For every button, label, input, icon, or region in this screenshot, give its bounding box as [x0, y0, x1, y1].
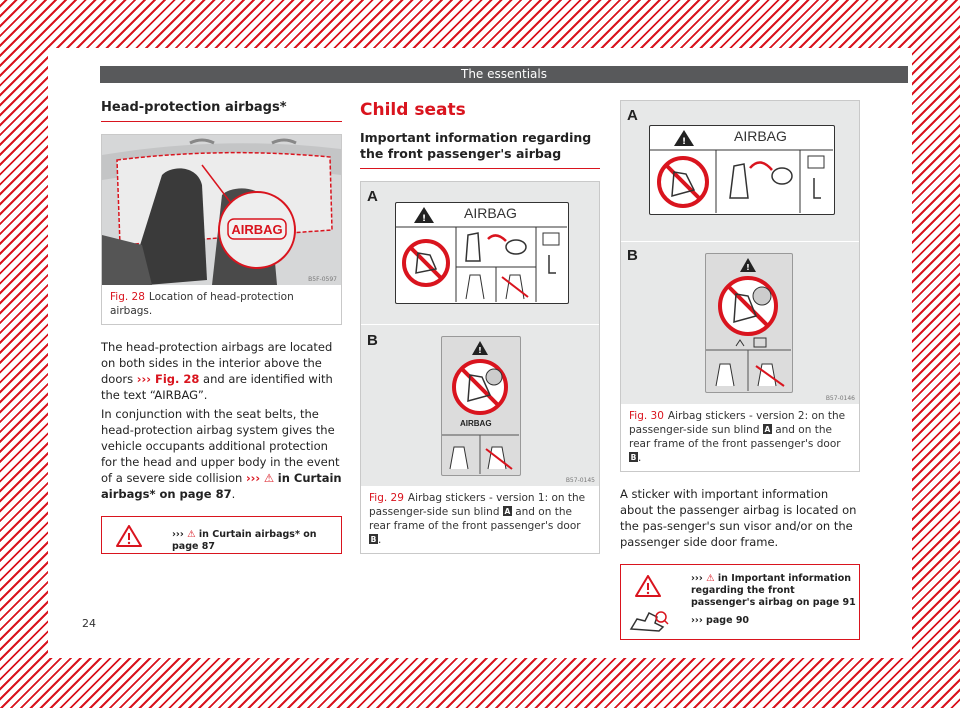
- sticker-a-title: AIRBAG: [464, 205, 517, 221]
- section-heading: Head-protection airbags*: [101, 100, 342, 122]
- figure-30: [620, 100, 860, 472]
- sticker-b-graphic: [706, 254, 791, 391]
- cross-reference[interactable]: in Curtain airbags* on page 87: [101, 471, 342, 501]
- caption-text: Location of head-protection airbags.: [110, 291, 294, 317]
- column-2: [360, 100, 600, 554]
- page-header: The essentials: [100, 66, 908, 83]
- label-b: B: [367, 332, 378, 349]
- warning-triangle-icon: ⚠: [263, 471, 275, 485]
- sticker-b-graphic: [442, 337, 519, 474]
- svg-text:!: !: [478, 346, 482, 355]
- manual-page: [48, 48, 912, 658]
- paragraph: A sticker with important information about the passenger airbag is located on the pas-senger's sun visor and/or on the passenger side door frame.: [620, 487, 857, 549]
- body-text: [101, 339, 342, 502]
- figure-code: B5F-0597: [308, 276, 337, 283]
- arrows[interactable]: ›››: [245, 471, 261, 485]
- label-a: A: [367, 188, 378, 205]
- figure-caption: [102, 285, 341, 324]
- svg-text:!: !: [421, 214, 427, 224]
- label-a: A: [627, 107, 638, 124]
- figure-code: B57-0146: [825, 395, 855, 402]
- sticker-a-title: AIRBAG: [734, 128, 787, 144]
- sticker-b-text: AIRBAG: [460, 419, 492, 428]
- warning-text: ››› ⚠ in Curtain airbags* on page 87: [172, 529, 317, 552]
- airbag-emblem-text: AIRBAG: [231, 222, 283, 237]
- car-interior-illustration: [102, 135, 341, 285]
- figure-number: Fig. 30: [629, 410, 664, 422]
- box-letter-a: A: [764, 425, 771, 434]
- warning-box: [101, 516, 342, 554]
- sticker-b: [441, 336, 521, 476]
- body-text: [620, 486, 860, 550]
- subsection-heading: Important information regarding the front passenger's airbag: [360, 130, 600, 169]
- svg-text:!: !: [746, 263, 750, 272]
- figure-caption: Fig. 29 Airbag stickers - version 1: on the passenger-side sun blind A and on the rear frame of the front passenger's door B .: [369, 492, 586, 546]
- column-1: [101, 100, 342, 554]
- box-letter-a: A: [504, 507, 511, 516]
- figure-caption: Fig. 30 Airbag stickers - version 2: on the passenger-side sun blind A and on the rear frame of the front passenger's door B .: [629, 410, 846, 464]
- sticker-a: [649, 125, 835, 215]
- warning-triangle-icon: [116, 525, 142, 547]
- figure-29: [360, 181, 600, 554]
- box-letter-b: B: [370, 535, 377, 544]
- fig-link[interactable]: ››› Fig. 28: [136, 372, 200, 386]
- figure-number: Fig. 29: [369, 492, 404, 504]
- figure-29-image: [361, 182, 599, 486]
- figure-number: Fig. 28: [110, 291, 145, 303]
- warning-box: [620, 564, 860, 640]
- warning-triangle-icon: ⚠: [706, 573, 715, 584]
- label-b: B: [627, 247, 638, 264]
- svg-text:!: !: [681, 137, 687, 147]
- warning-triangle-icon: ⚠: [187, 529, 196, 540]
- paragraph-1: The head-protection airbags are located on both sides in the interior above the doors ››› Fig. 28 and are identified with the text “AIRBAG”.: [101, 340, 333, 402]
- box-letter-b: B: [630, 453, 637, 462]
- figure-28-image: [102, 135, 341, 285]
- environment-note-icon: [629, 609, 669, 633]
- chapter-title: Child seats: [360, 100, 466, 120]
- note-reference[interactable]: ››› page 90: [691, 615, 750, 626]
- column-3: [620, 100, 860, 640]
- sticker-a: [395, 202, 569, 304]
- paragraph-2: In conjunction with the seat belts, the head-protection airbag system gives the vehicle occupants additional protection for the head and upper body in the event of a severe side collision ››› ⚠ in Curtain airbags* on page 87.: [101, 407, 342, 501]
- warning-triangle-icon: [635, 575, 661, 597]
- figure-30-image: [621, 101, 859, 404]
- figure-code: B57-0145: [565, 477, 595, 484]
- sticker-b: [705, 253, 793, 393]
- figure-28: [101, 134, 342, 325]
- warning-text: ››› ⚠ in Important information regarding the front passenger's airbag on page 91: [691, 573, 856, 608]
- page-number: 24: [82, 617, 96, 630]
